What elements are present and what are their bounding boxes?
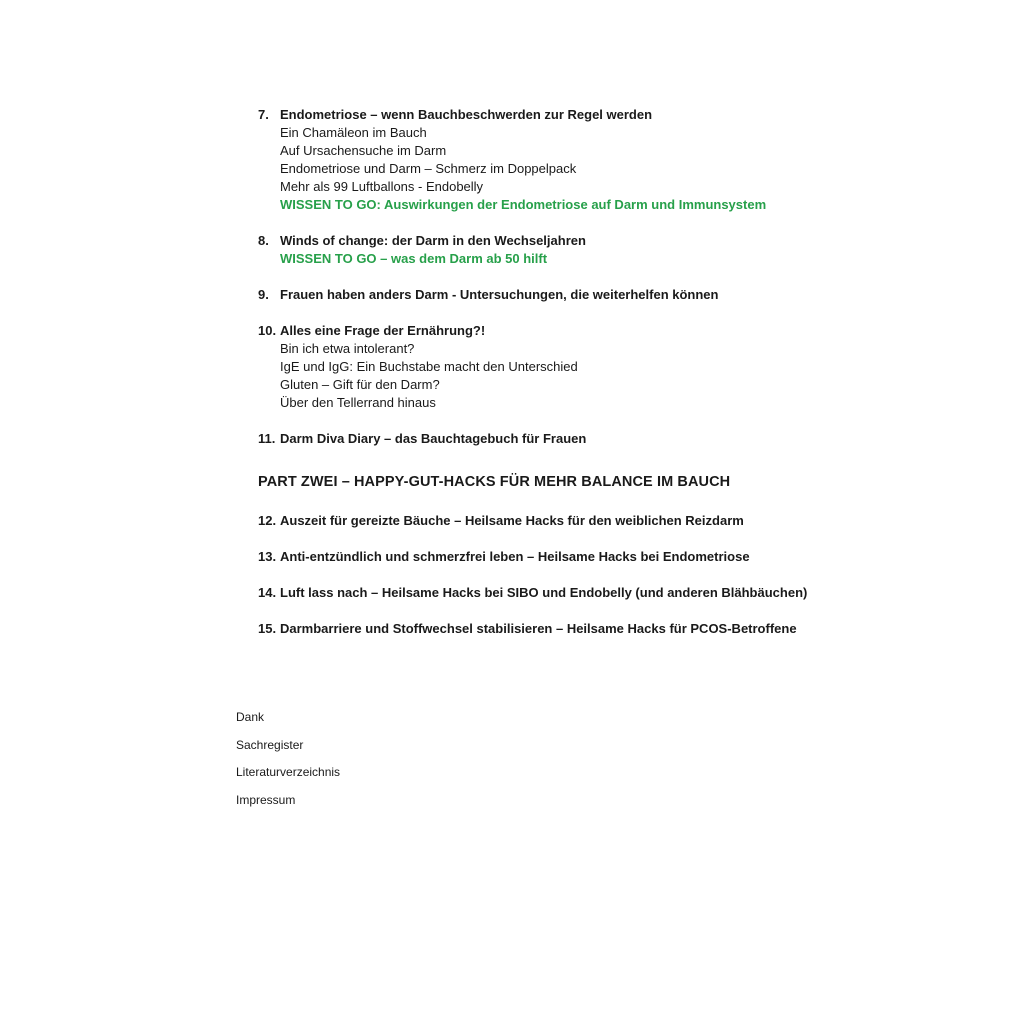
toc-chapter-11: [258, 430, 958, 448]
toc-chapter-8: [258, 232, 958, 268]
wissen-to-go-highlight: WISSEN TO GO: Auswirkungen der Endometriose auf Darm und Immunsystem: [280, 197, 767, 212]
back-matter-literaturverzeichnis: Literaturverzeichnis: [236, 765, 341, 779]
chapter-number: 9.: [258, 287, 269, 302]
subsection: Gluten – Gift für den Darm?: [280, 377, 440, 392]
toc-part-one: [258, 106, 958, 448]
toc-chapter-7: [258, 106, 958, 214]
back-matter-dank: Dank: [236, 710, 265, 724]
chapter-title: Winds of change: der Darm in den Wechseljahren: [280, 233, 586, 248]
chapter-title: Anti-entzündlich und schmerzfrei leben – Heilsame Hacks bei Endometriose: [280, 549, 750, 564]
chapter-title: Darm Diva Diary – das Bauchtagebuch für Frauen: [280, 431, 587, 446]
chapter-title: Luft lass nach – Heilsame Hacks bei SIBO und Endobelly (und anderen Blähbäuchen): [280, 585, 808, 600]
toc-chapter-10: [258, 322, 958, 412]
subsection: Auf Ursachensuche im Darm: [280, 143, 447, 158]
chapter-title: Endometriose – wenn Bauchbeschwerden zur Regel werden: [280, 107, 653, 122]
subsection: Über den Tellerrand hinaus: [280, 395, 436, 410]
chapter-number: 8.: [258, 233, 269, 248]
chapter-number: 15.: [258, 621, 277, 636]
subsection: Mehr als 99 Luftballons - Endobelly: [280, 179, 484, 194]
chapter-number: 10.: [258, 323, 277, 338]
toc-chapter-13: [258, 548, 978, 566]
wissen-to-go-highlight: WISSEN TO GO – was dem Darm ab 50 hilft: [280, 251, 548, 266]
toc-chapter-15: [258, 620, 978, 638]
back-matter-impressum: Impressum: [236, 792, 296, 807]
back-matter-list: [236, 709, 340, 808]
chapter-title: Alles eine Frage der Ernährung?!: [280, 323, 486, 338]
chapter-number: 12.: [258, 513, 277, 528]
toc-part-two: [258, 512, 978, 638]
chapter-number: 7.: [258, 107, 269, 122]
chapter-title: Auszeit für gereizte Bäuche – Heilsame Hacks für den weiblichen Reizdarm: [280, 513, 744, 528]
subsection: IgE und IgG: Ein Buchstabe macht den Unterschied: [280, 359, 578, 374]
chapter-number: 11.: [258, 431, 276, 446]
back-matter-sachregister: Sachregister: [236, 737, 304, 752]
chapter-number: 13.: [258, 549, 277, 564]
subsection: Bin ich etwa intolerant?: [280, 341, 415, 356]
chapter-number: 14.: [258, 585, 277, 600]
toc-chapter-12: [258, 512, 978, 530]
toc-chapter-14: [258, 584, 978, 602]
toc-chapter-9: [258, 286, 958, 304]
chapter-title: Darmbarriere und Stoffwechsel stabilisieren – Heilsame Hacks für PCOS-Betroffene: [280, 621, 797, 636]
subsection: Ein Chamäleon im Bauch: [280, 125, 427, 140]
chapter-title: Frauen haben anders Darm - Untersuchungen, die weiterhelfen können: [280, 287, 719, 302]
part-two-heading: PART ZWEI – HAPPY-GUT-HACKS FÜR MEHR BALANCE IM BAUCH: [258, 474, 731, 490]
subsection: Endometriose und Darm – Schmerz im Doppelpack: [280, 161, 577, 176]
